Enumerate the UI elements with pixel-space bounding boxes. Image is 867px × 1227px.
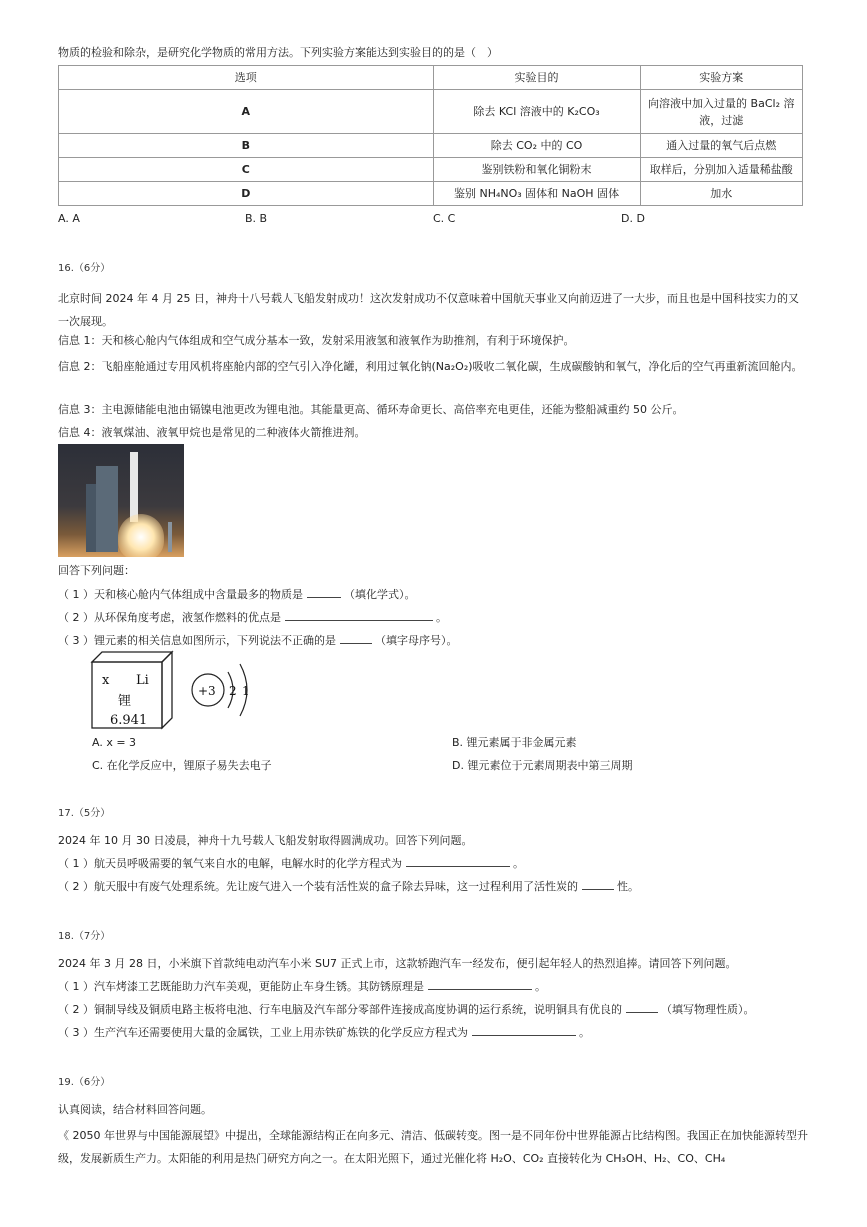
table-cell-option: C (59, 158, 434, 182)
q18-subquestion-1 (58, 979, 546, 995)
table-cell-option: D (59, 182, 434, 206)
subquestion-text: （ 3 ）生产汽车还需要使用大量的金属铁，工业上用赤铁矿炼铁的化学反应方程式为 (58, 1026, 468, 1039)
table-header-row (59, 66, 803, 90)
q15-intro: 物质的检验和除杂，是研究化学物质的常用方法。下列实验方案能达到实验目的的是（ ） (58, 46, 498, 59)
question-header: 17.（5分） (58, 808, 111, 819)
shell-2-electrons: 1 (242, 684, 250, 698)
table-row (59, 134, 803, 158)
box-top-face (92, 652, 172, 662)
subquestion-text: （填化学式）。 (344, 588, 416, 601)
subquestion-text: 。 (513, 857, 524, 870)
shell-1-electrons: 2 (229, 684, 237, 698)
q16-info-3: 信息 3：主电源储能电池由镉镍电池更改为锂电池。其能量更高、循环寿命更长、高倍率充电更佳，还能为整船减重约 50 公斤。 (58, 403, 684, 416)
exhaust-flame-shape (118, 514, 164, 557)
q16-option-d[interactable]: D. 锂元素位于元素周期表中第三周期 (452, 759, 633, 772)
q16-paragraph: 北京时间 2024 年 4 月 25 日，神舟十八号载人飞船发射成功！这次发射成功不仅意味着中国航天事业又向前迈进了一大步，而且也是中国科技实力的又一次展现。 (58, 292, 799, 328)
question-header: 16.（6分） (58, 263, 111, 274)
subquestion-text: 。 (535, 980, 546, 993)
answer-blank[interactable] (582, 879, 614, 890)
q16-info-2: 信息 2：飞船座舱通过专用风机将座舱内部的空气引入净化罐，利用过氧化钠(Na₂O₂)吸收二氧化碳，生成碳酸钠和氧气，净化后的空气再重新流回舱内。 (58, 360, 803, 373)
answer-blank[interactable] (406, 856, 510, 867)
q16-prompt: 回答下列问题： (58, 564, 135, 577)
q16-info-4: 信息 4：液氧煤油、液氧甲烷也是常见的二种液体火箭推进剂。 (58, 426, 366, 439)
table-cell-option: B (59, 134, 434, 158)
subquestion-text: （ 3 ）锂元素的相关信息如图所示，下列说法不正确的是 (58, 634, 336, 647)
subquestion-text: （ 2 ）从环保角度考虑，液氢作燃料的优点是 (58, 611, 281, 624)
q16-subquestion-1 (58, 587, 416, 603)
atomic-mass: 6.941 (110, 713, 148, 728)
answer-blank[interactable] (285, 610, 433, 621)
q18-subquestion-3 (58, 1025, 590, 1041)
subquestion-text: 。 (579, 1026, 590, 1039)
answer-blank[interactable] (340, 633, 372, 644)
question-header: 19.（6分） (58, 1077, 111, 1088)
element-name: 锂 (118, 694, 132, 709)
choice-b[interactable]: B. B (245, 212, 268, 225)
answer-blank[interactable] (626, 1002, 658, 1013)
q19-paragraph-2: 《 2050 年世界与中国能源展望》中提出，全球能源结构正在向多元、清洁、低碳转变。图一是不同年份中世界能源占比结构图。我国正在加快能源转型升级，发展新质生产力。太阳能的利用是热门研究方向之一。在太阳光照下，通过光催化将 H₂O、CO₂ 直接转化为 CH₃OH、H₂、CO、CH₄ (58, 1129, 808, 1165)
q16-subquestion-3 (58, 633, 458, 649)
q18-subquestion-2 (58, 1002, 755, 1018)
q16-option-b[interactable]: B. 锂元素属于非金属元素 (452, 736, 577, 749)
table-cell-plan: 通入过量的氧气后点燃 (640, 134, 802, 158)
answer-blank[interactable] (307, 587, 341, 598)
q16-subquestion-2 (58, 610, 447, 626)
table-cell-plan: 取样后，分别加入适量稀盐酸 (640, 158, 802, 182)
table-cell-purpose: 除去 KCl 溶液中的 K₂CO₃ (433, 90, 640, 134)
table-row (59, 158, 803, 182)
rocket-launch-photo (58, 444, 184, 557)
table-cell-purpose: 除去 CO₂ 中的 CO (433, 134, 640, 158)
table-cell-option: A (59, 90, 434, 134)
choice-d[interactable]: D. D (621, 212, 645, 225)
subquestion-text: （填写物理性质）。 (661, 1003, 755, 1016)
choice-c[interactable]: C. C (433, 212, 456, 225)
table-row (59, 90, 803, 134)
table-cell-plan: 加水 (640, 182, 802, 206)
q17-subquestion-2 (58, 879, 639, 895)
table-header: 实验目的 (433, 66, 640, 90)
q17-subquestion-1 (58, 856, 524, 872)
options-table (58, 65, 803, 206)
q18-paragraph: 2024 年 3 月 28 日，小米旗下首款纯电动汽车小米 SU7 正式上市，这款轿跑汽车一经发布，便引起年轻人的热烈追捧。请回答下列问题。 (58, 957, 737, 970)
subquestion-text: 。 (436, 611, 447, 624)
subquestion-text: （ 1 ）天和核心舱内气体组成中含量最多的物质是 (58, 588, 303, 601)
light-pole-shape (168, 522, 172, 552)
q17-paragraph: 2024 年 10 月 30 日凌晨，神舟十九号载人飞船发射取得圆满成功。回答下列问题。 (58, 834, 473, 847)
subquestion-text: （ 1 ）航天员呼吸需要的氧气来自水的电解，电解水时的化学方程式为 (58, 857, 402, 870)
table-cell-purpose: 鉴别铁粉和氧化铜粉末 (433, 158, 640, 182)
lithium-element-diagram (88, 650, 258, 732)
nuclear-charge: +3 (198, 684, 216, 698)
answer-blank[interactable] (472, 1025, 576, 1036)
rocket-shape (130, 452, 138, 522)
question-header: 18.（7分） (58, 931, 111, 942)
element-symbol: Li (136, 673, 149, 688)
subquestion-text: （填字母序号）。 (375, 634, 458, 647)
table-cell-purpose: 鉴别 NH₄NO₃ 固体和 NaOH 固体 (433, 182, 640, 206)
subquestion-text: 性。 (617, 880, 639, 893)
subquestion-text: （ 2 ）航天服中有废气处理系统。先让废气进入一个装有活性炭的盒子除去异味，这一过程利用了活性炭的 (58, 880, 578, 893)
table-cell-plan: 向溶液中加入过量的 BaCl₂ 溶液，过滤 (640, 90, 802, 134)
q16-option-c[interactable]: C. 在化学反应中，锂原子易失去电子 (92, 759, 272, 772)
table-row (59, 182, 803, 206)
q19-paragraph-1: 认真阅读，结合材料回答问题。 (58, 1103, 212, 1116)
box-side-face (162, 652, 172, 728)
launch-tower-shape (96, 466, 118, 552)
table-header: 选项 (59, 66, 434, 90)
atomic-number-label: x (102, 673, 110, 688)
subquestion-text: （ 1 ）汽车烤漆工艺既能助力汽车美观，更能防止车身生锈。其防锈原理是 (58, 980, 424, 993)
answer-blank[interactable] (428, 979, 532, 990)
q16-option-a[interactable]: A. x = 3 (92, 736, 137, 749)
subquestion-text: （ 2 ）铜制导线及铜质电路主板将电池、行车电脑及汽车部分零部件连接成高度协调的运行系统，说明铜具有优良的 (58, 1003, 622, 1016)
table-header: 实验方案 (640, 66, 802, 90)
launch-tower-shape (86, 484, 96, 552)
choice-a[interactable]: A. A (58, 212, 80, 225)
q16-info-1: 信息 1：天和核心舱内气体组成和空气成分基本一致，发射采用液氢和液氧作为助推剂，有利于环境保护。 (58, 334, 575, 347)
